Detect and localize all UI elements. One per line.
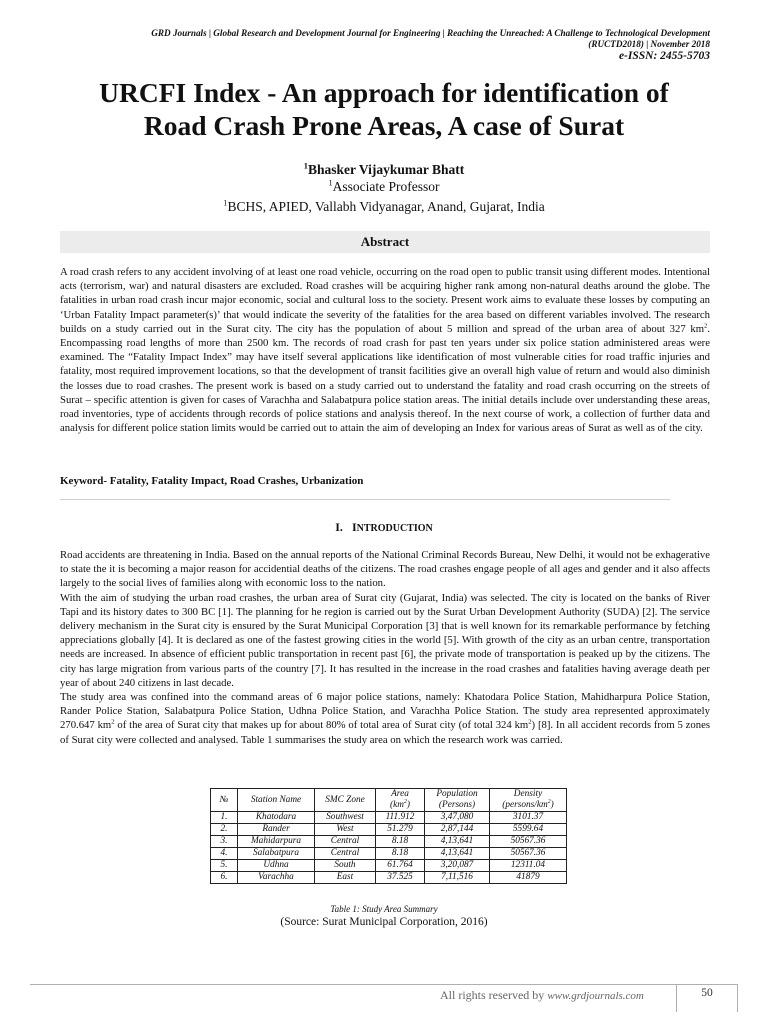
- cell-density: 50567.36: [490, 836, 567, 848]
- author-affiliation: [0, 199, 768, 215]
- abstract-body: [60, 265, 710, 435]
- header-area-l3: ): [406, 800, 410, 810]
- table-row: [211, 860, 567, 872]
- table-row: [211, 812, 567, 824]
- cell-station: Mahidarpura: [238, 836, 315, 848]
- intro-paragraph-2: With the aim of studying the urban road crashes, the urban area of Surat city (Gujarat, India) was selected. The city is located on the banks of River Tapi and its history dates to 300 BC [1]. The planning for he region is carried out by the Surat Urban Development Authority (SUDA) [2]. The service delivery mechanism in the Surat city is ensured by the Surat Municipal Corporation [3] that is well known for its remarkable performance by fetching appreciations globally [4]. It is declared as one of the fastest growing cities in the world [5]. With growth of the city as an urban centre, transportation needs are increased. In absence of efficient public transportation in recent past [6], the private mode of transportation is peaked up by the citizens. The city has large migration from various parts of the country [7]. It has resulted in the increase in the road crashes and fatalities having average death per year of about 240 citizens in last decade.: [60, 591, 710, 689]
- cell-zone: West: [315, 824, 376, 836]
- table-caption: Table 1: Study Area Summary: [330, 904, 438, 914]
- header-pop-l2: (Persons): [438, 800, 476, 810]
- intro-p3-sup-2: 2: [528, 718, 532, 726]
- cell-population: 2,87,144: [425, 824, 490, 836]
- intro-paragraph-1: Road accidents are threatening in India. Based on the annual reports of the National Criminal Records Bureau, New Delhi, it would not be exhagerative to state the it is becoming a major reason for accidential deaths of the citizens. The road crashes engage people of all ages and gender and it also affects largely to the social lives of families along with economic loss to the nation.: [60, 549, 710, 590]
- header-dens-l3: ): [550, 800, 554, 810]
- role-text: Associate Professor: [332, 179, 440, 194]
- cell-station: Varachha: [238, 872, 315, 884]
- cell-zone: Southwest: [315, 812, 376, 824]
- table-row: [211, 848, 567, 860]
- header-smc-zone: SMC Zone: [315, 789, 376, 812]
- header-dens-l2: (persons/km: [502, 800, 548, 810]
- cell-zone: Central: [315, 836, 376, 848]
- cell-density: 50567.36: [490, 848, 567, 860]
- cell-number: 2.: [211, 824, 238, 836]
- cell-area: 51.279: [376, 824, 425, 836]
- introduction-body: [60, 548, 710, 747]
- cell-area: 8.18: [376, 848, 425, 860]
- cell-station: Khatodara: [238, 812, 315, 824]
- intro-p3-sup-1: 2: [111, 718, 115, 726]
- cell-population: 4,13,641: [425, 848, 490, 860]
- divider: [60, 499, 670, 500]
- title-line-2: Road Crash Prone Areas, A case of Surat: [143, 110, 625, 141]
- cell-station: Udhna: [238, 860, 315, 872]
- header-density: [490, 789, 567, 812]
- header-area-l2: (km: [390, 800, 404, 810]
- title-line-1: URCFI Index - An approach for identification of: [99, 77, 669, 108]
- author-text: Bhasker Vijaykumar Bhatt: [307, 162, 465, 177]
- cell-number: 4.: [211, 848, 238, 860]
- role-superscript: 1: [328, 178, 333, 188]
- cell-density: 12311.04: [490, 860, 567, 872]
- author-role: [0, 179, 768, 195]
- abstract-text-2: . Encompassing road lengths of more than 2500 km. The records of road crash for past ten years under six police station administered areas were examined. The “Fatality Impact Index” may have itself several applications like identification of most vulnerable cities for road traffic injuries and fatality, most required improvement locations, so that the development of transit facilities give an overall high value of return and would also diminish the losses due to road crashes. The present work is based on a study carried out to understand the fatality and road crash occurring on the streets of Surat – specific attention is given for cases of Varachha and Salabatpura police station areas. The initial details include over understanding these areas, road inventories, type of accidents through records of police stations and analysis thereof. In the next course of work, a collection of further data and analysis for different police station limits would be carried out to attain the aim of developing an Index for various areas of Surat as well as of the city.: [60, 322, 710, 435]
- section-numeral: I.: [335, 520, 343, 534]
- abstract-text-1: A road crash refers to any accident involving of at least one road vehicle, occurring on the road open to public transit using different modes. Intentional acts (terrorism, war) and natural disasters are excluded. Road crashes will be acquiring higher rank among non-natural deaths around the globe. The fatalities in urban road crash incur major economic, social and cultural loss to the society. Present work aims to evaluate these losses by computing an ‘Urban Fatality Impact parameter(s)’ that would indicate the severity of the fatalities for the area based on different variables involved. The research builds on a study carried out in the Surat city. The city has the population of about 5 million and spread of the urban area of about 327 km: [60, 266, 710, 335]
- cell-density: 5599.64: [490, 824, 567, 836]
- affiliation-superscript: 1: [223, 198, 228, 208]
- header-population: [425, 789, 490, 812]
- cell-population: 4,13,641: [425, 836, 490, 848]
- cell-population: 7,11,516: [425, 872, 490, 884]
- cell-area: 8.18: [376, 836, 425, 848]
- cell-number: 1.: [211, 812, 238, 824]
- intro-p3-text-a: The study area was confined into the command areas of 6 major police stations, namely: Khatodara Police Station, Mahidharpura Police Station, Rander Police Station, Salabatpura Police Station, Udhna Police Station, and Varachha Police Station. The study area represented approximately 270.647 km: [60, 691, 710, 732]
- table-row: [211, 836, 567, 848]
- cell-population: 3,20,087: [425, 860, 490, 872]
- intro-paragraph-3: [60, 690, 710, 747]
- cell-number: 6.: [211, 872, 238, 884]
- cell-density: 3101.37: [490, 812, 567, 824]
- header-dens-l1: Density: [513, 789, 543, 799]
- header-dens-sup: 2: [547, 798, 551, 805]
- header-area-sup: 2: [403, 798, 407, 805]
- abstract-heading: Abstract: [60, 231, 710, 253]
- cell-station: Salabatpura: [238, 848, 315, 860]
- cell-population: 3,47,080: [425, 812, 490, 824]
- cell-zone: South: [315, 860, 376, 872]
- footer-rule: [30, 984, 738, 985]
- author-superscript: 1: [303, 161, 308, 171]
- cell-area: 61.764: [376, 860, 425, 872]
- study-area-table: [210, 788, 567, 884]
- section-first-letter: I: [351, 520, 357, 534]
- cell-number: 3.: [211, 836, 238, 848]
- rights-text: All rights reserved by: [440, 988, 548, 1002]
- cell-zone: East: [315, 872, 376, 884]
- page-number: 50: [676, 984, 738, 1012]
- cell-area: 37.525: [376, 872, 425, 884]
- cell-number: 5.: [211, 860, 238, 872]
- cell-area: 111.912: [376, 812, 425, 824]
- header-station-name: Station Name: [238, 789, 315, 812]
- cell-density: 41879: [490, 872, 567, 884]
- abstract-superscript: 2: [704, 322, 708, 330]
- journal-header-line2: (RUCTD2018) | November 2018: [588, 39, 710, 49]
- table-row: [211, 824, 567, 836]
- intro-p3-text-b: of the area of Surat city that makes up for about 80% of total area of Surat city (of total 324 km: [114, 719, 529, 732]
- header-pop-l1: Population: [436, 789, 478, 799]
- footer-rights: [440, 988, 644, 1003]
- section-heading: [0, 520, 768, 535]
- header-number: №: [211, 789, 238, 812]
- issn: e-ISSN: 2455-5703: [618, 50, 710, 62]
- section-title-rest: NTRODUCTION: [356, 523, 433, 534]
- author-name: [0, 162, 768, 178]
- abstract-paragraph: [60, 265, 710, 435]
- journal-header: [60, 28, 710, 50]
- cell-station: Rander: [238, 824, 315, 836]
- paper-title: [40, 76, 728, 142]
- journal-header-line1: GRD Journals | Global Research and Development Journal for Engineering | Reaching the Unreached: A Challenge to Technological Development: [151, 28, 710, 38]
- table-source: (Source: Surat Municipal Corporation, 2016): [280, 916, 488, 928]
- header-area: [376, 789, 425, 812]
- table-row: [211, 872, 567, 884]
- keywords: Keyword- Fatality, Fatality Impact, Road Crashes, Urbanization: [60, 475, 364, 487]
- cell-zone: Central: [315, 848, 376, 860]
- affiliation-text: BCHS, APIED, Vallabh Vidyanagar, Anand, Gujarat, India: [227, 199, 545, 214]
- header-area-l1: Area: [391, 789, 409, 799]
- intro-p3-text-c: ) [8]. In all accident records from 5 zones of Surat city were collected and analysed. Table 1 summarises the study area on which the research work was carried.: [60, 719, 710, 746]
- table-header-row: [211, 789, 567, 812]
- journal-website-link[interactable]: www.grdjournals.com: [547, 990, 644, 1002]
